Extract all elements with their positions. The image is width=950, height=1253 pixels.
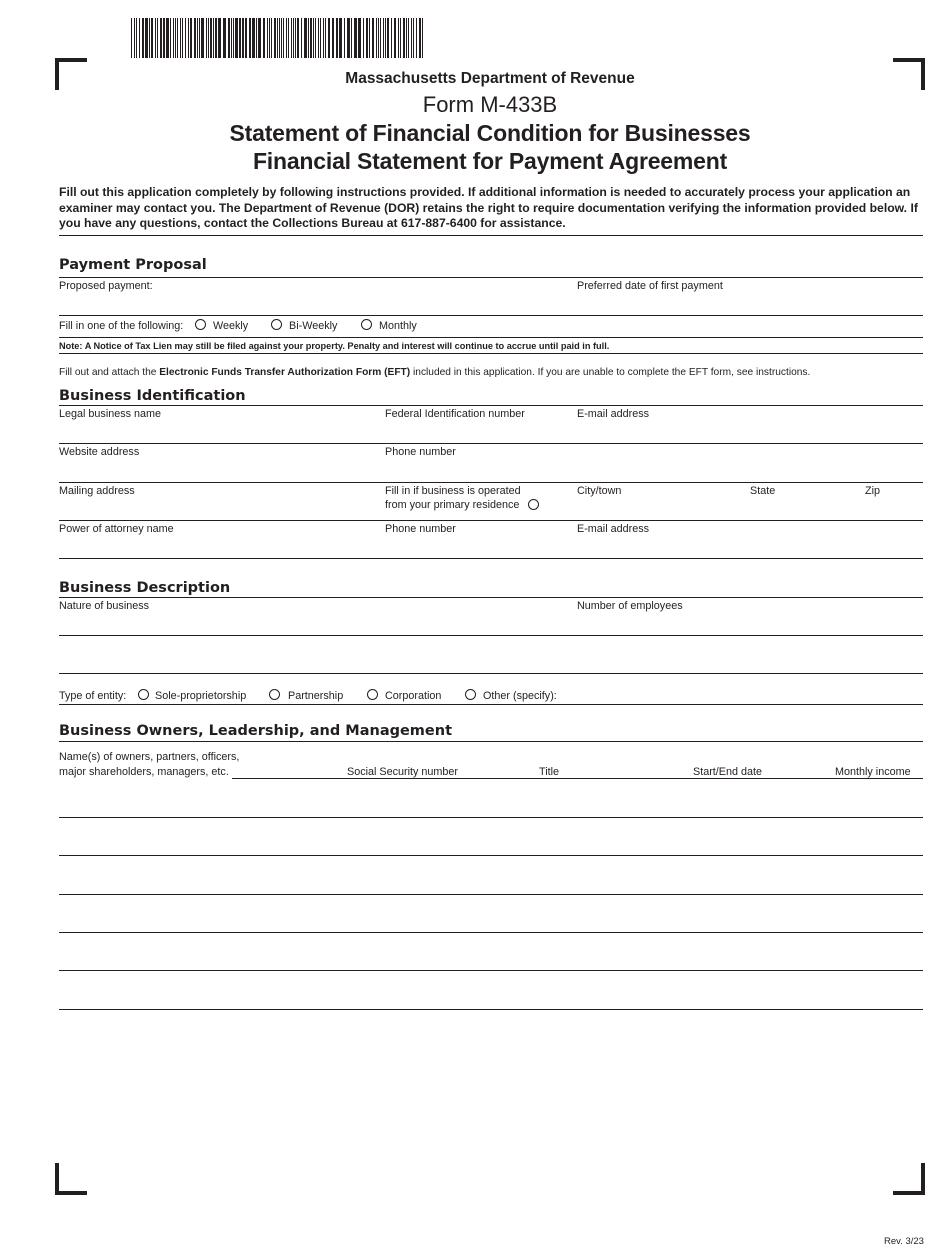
barcode-bar: [351, 18, 352, 58]
barcode-bar: [245, 18, 247, 58]
state-input[interactable]: [750, 498, 859, 520]
barcode-bar: [201, 18, 204, 58]
owners-income-header: Monthly income: [835, 766, 911, 778]
barcode-bar: [332, 18, 334, 58]
barcode-bar: [394, 18, 396, 58]
poa-phone-label: Phone number: [385, 523, 456, 535]
barcode-bar: [131, 18, 132, 58]
barcode-bar: [383, 18, 384, 58]
barcode-bar: [235, 18, 238, 58]
mailing-address-input[interactable]: [59, 498, 383, 520]
section-heading-payment-proposal: Payment Proposal: [59, 257, 207, 273]
barcode-bar: [210, 18, 212, 58]
barcode-bar: [151, 18, 153, 58]
barcode-bar: [231, 18, 232, 58]
barcode-bar: [376, 18, 377, 58]
radio-weekly[interactable]: [195, 319, 206, 330]
barcode-bar: [318, 18, 319, 58]
barcode-bar: [194, 18, 196, 58]
barcode-bar: [263, 18, 265, 58]
barcode-bar: [406, 18, 407, 58]
barcode-bar: [347, 18, 350, 58]
barcode-bar: [398, 18, 399, 58]
barcode-bar: [358, 18, 361, 58]
barcode-bar: [301, 18, 302, 58]
number-of-employees-input[interactable]: [577, 613, 921, 635]
barcode-bar: [413, 18, 414, 58]
section-heading-business-description: Business Description: [59, 580, 231, 596]
payment-frequency-label: Fill in one of the following:: [59, 320, 184, 332]
owner-row-input[interactable]: [59, 904, 923, 930]
number-of-employees-label: Number of employees: [577, 600, 683, 612]
barcode-bar: [258, 18, 261, 58]
barcode-bar: [419, 18, 421, 58]
barcode-bar: [369, 18, 370, 58]
department-name: Massachusetts Department of Revenue: [345, 70, 635, 87]
barcode-bar: [208, 18, 209, 58]
proposed-payment-label: Proposed payment:: [59, 280, 153, 292]
table-row-line: [59, 817, 923, 818]
owner-row-input[interactable]: [59, 827, 923, 853]
barcode-bar: [215, 18, 217, 58]
revision-label: Rev. 3/23: [884, 1236, 924, 1247]
barcode-bar: [325, 18, 326, 58]
barcode-bar: [363, 18, 364, 58]
barcode-bar: [297, 18, 299, 58]
divider: [59, 235, 923, 236]
barcode-bar: [293, 18, 294, 58]
radio-monthly[interactable]: [361, 319, 372, 330]
divider: [59, 482, 923, 483]
residence-label-line2: from your primary residence: [385, 499, 520, 511]
radio-corporation[interactable]: [367, 689, 378, 700]
barcode-bar: [315, 18, 316, 58]
radio-sole-proprietorship[interactable]: [138, 689, 149, 700]
barcode-bar: [281, 18, 282, 58]
barcode-bar: [180, 18, 181, 58]
barcode-bar: [142, 18, 144, 58]
barcode-bar: [422, 18, 423, 58]
poa-email-label: E-mail address: [577, 523, 650, 535]
barcode-bar: [336, 18, 338, 58]
phone-input[interactable]: [385, 459, 919, 481]
divider: [59, 443, 923, 444]
owner-row-input[interactable]: [59, 789, 923, 815]
barcode-bar: [391, 18, 392, 58]
eft-text-pre: Fill out and attach the: [59, 367, 160, 378]
option-monthly-label: Monthly: [379, 320, 417, 332]
phone-label: Phone number: [385, 446, 456, 458]
city-input[interactable]: [577, 498, 746, 520]
barcode-bar: [175, 18, 176, 58]
barcode-bar: [177, 18, 178, 58]
email-input[interactable]: [577, 421, 921, 443]
owner-row-input[interactable]: [59, 981, 923, 1007]
poa-email-input[interactable]: [577, 536, 921, 558]
barcode-bar: [163, 18, 165, 58]
entity-sole-proprietorship-label: Sole-proprietorship: [155, 690, 247, 702]
barcode-bar: [149, 18, 150, 58]
owners-names-header-line2: major shareholders, managers, etc.: [59, 766, 229, 778]
note-text: : A Notice of Tax Lien may still be filed against your property. Penalty and interest will continue to accrue until paid in full.: [79, 341, 610, 351]
entity-other-label: Other (specify):: [483, 690, 557, 702]
barcode-bar: [136, 18, 137, 58]
barcode-bar: [308, 18, 309, 58]
website-label: Website address: [59, 446, 140, 458]
eft-form-name: Electronic Funds Transfer Authorization Form (EFT): [159, 367, 411, 378]
barcode-bar: [190, 18, 192, 58]
barcode-bar: [139, 18, 140, 58]
nature-of-business-continued-input[interactable]: [59, 645, 923, 671]
barcode-bar: [283, 18, 284, 58]
barcode-bar: [157, 18, 158, 58]
poa-name-label: Power of attorney name: [59, 523, 174, 535]
radio-primary-residence[interactable]: [528, 499, 539, 510]
barcode-bar: [310, 18, 312, 58]
divider: [59, 597, 923, 598]
barcode-bar: [239, 18, 241, 58]
entity-corporation-label: Corporation: [385, 690, 442, 702]
divider: [59, 353, 923, 354]
table-row-line: [59, 1009, 923, 1010]
mailing-address-label: Mailing address: [59, 485, 135, 497]
radio-partnership[interactable]: [269, 689, 280, 700]
federal-id-label: Federal Identification number: [385, 408, 525, 420]
table-row-line: [59, 970, 923, 971]
barcode-bar: [160, 18, 162, 58]
radio-other[interactable]: [465, 689, 476, 700]
radio-bi-weekly[interactable]: [271, 319, 282, 330]
owners-ssn-header: Social Security number: [347, 766, 459, 778]
city-label: City/town: [577, 485, 622, 497]
divider: [59, 704, 923, 705]
owner-row-input[interactable]: [59, 866, 923, 892]
barcode-icon: [131, 18, 424, 58]
barcode-bar: [279, 18, 280, 58]
barcode-bar: [286, 18, 287, 58]
barcode-bar: [185, 18, 186, 58]
barcode-bar: [188, 18, 189, 58]
barcode-bar: [218, 18, 221, 58]
barcode-bar: [197, 18, 198, 58]
section-heading-business-owners: Business Owners, Leadership, and Management: [59, 723, 453, 739]
barcode-bar: [182, 18, 183, 58]
divider: [59, 635, 923, 636]
state-label: State: [750, 485, 776, 497]
owners-title-header: Title: [539, 766, 559, 778]
nature-of-business-label: Nature of business: [59, 600, 150, 612]
barcode-bar: [252, 18, 255, 58]
tax-lien-note: [59, 341, 609, 351]
barcode-bar: [170, 18, 171, 58]
legal-business-name-label: Legal business name: [59, 408, 162, 420]
barcode-bar: [213, 18, 214, 58]
barcode-bar: [385, 18, 386, 58]
barcode-bar: [380, 18, 381, 58]
email-label: E-mail address: [577, 408, 650, 420]
poa-phone-input[interactable]: [385, 536, 574, 558]
divider: [59, 337, 923, 338]
proposed-payment-input[interactable]: [160, 290, 564, 314]
table-row-line: [59, 932, 923, 933]
barcode-bar: [366, 18, 368, 58]
federal-id-input[interactable]: [385, 421, 574, 443]
barcode-bar: [372, 18, 374, 58]
form-subtitle: Financial Statement for Payment Agreement: [252, 148, 728, 174]
form-title: Statement of Financial Condition for Businesses: [229, 120, 751, 146]
divider: [59, 405, 923, 406]
barcode-bar: [339, 18, 342, 58]
zip-label: Zip: [865, 485, 880, 497]
barcode-bar: [256, 18, 257, 58]
barcode-bar: [320, 18, 321, 58]
barcode-bar: [323, 18, 324, 58]
eft-text-post: included in this application. If you are unable to complete the EFT form, see instructions.: [410, 367, 811, 378]
divider: [59, 558, 923, 559]
barcode-bar: [249, 18, 251, 58]
divider: [59, 315, 923, 316]
eft-instruction: [59, 367, 810, 378]
barcode-bar: [403, 18, 405, 58]
barcode-bar: [173, 18, 174, 58]
barcode-bar: [206, 18, 207, 58]
divider: [59, 673, 923, 674]
preferred-date-label: Preferred date of first payment: [577, 280, 723, 292]
form-number: Form M-433B: [422, 92, 558, 117]
barcode-bar: [199, 18, 200, 58]
nature-of-business-input[interactable]: [59, 613, 573, 635]
table-row-line: [59, 894, 923, 895]
barcode-bar: [267, 18, 268, 58]
barcode-bar: [274, 18, 276, 58]
residence-label-line1: Fill in if business is operated: [385, 485, 521, 497]
divider: [59, 520, 923, 521]
owners-dates-header: Start/End date: [693, 766, 763, 778]
barcode-bar: [295, 18, 296, 58]
section-heading-business-identification: Business Identification: [59, 388, 246, 404]
barcode-bar: [277, 18, 278, 58]
barcode-bar: [291, 18, 292, 58]
owner-row-input[interactable]: [59, 942, 923, 968]
barcode-bar: [271, 18, 272, 58]
option-bi-weekly-label: Bi-Weekly: [289, 320, 338, 332]
poa-name-input[interactable]: [59, 536, 383, 558]
barcode-bar: [328, 18, 330, 58]
barcode-bar: [408, 18, 409, 58]
intro-instructions: Fill out this application completely by following instructions provided. If additional information is needed to accurately process your application an examiner may contact you. The Department of Revenue (DOR) retains the right to require documentation verifying the information provided below. If you have any questions, contact the Collections Bureau at 617-887-6400 for assistance.: [59, 185, 918, 230]
barcode-bar: [400, 18, 401, 58]
zip-input[interactable]: [865, 498, 924, 520]
barcode-bar: [313, 18, 314, 58]
corner-mark-bottom-right: [893, 1163, 925, 1195]
barcode-bar: [166, 18, 169, 58]
entity-type-label: Type of entity:: [59, 690, 127, 702]
table-row-line: [59, 855, 923, 856]
barcode-bar: [411, 18, 412, 58]
barcode-bar: [387, 18, 389, 58]
barcode-bar: [145, 18, 148, 58]
barcode-bar: [233, 18, 234, 58]
barcode-bar: [134, 18, 135, 58]
barcode-bar: [242, 18, 244, 58]
barcode-bar: [228, 18, 230, 58]
barcode-bar: [378, 18, 379, 58]
barcode-bar: [288, 18, 289, 58]
barcode-bar: [416, 18, 417, 58]
corner-mark-bottom-left: [55, 1163, 87, 1195]
divider: [59, 277, 923, 278]
divider: [59, 741, 923, 742]
entity-partnership-label: Partnership: [288, 690, 344, 702]
barcode-bar: [223, 18, 226, 58]
barcode-bar: [354, 18, 357, 58]
barcode-bar: [344, 18, 345, 58]
divider: [232, 778, 923, 779]
website-input[interactable]: [59, 459, 383, 481]
preferred-date-input[interactable]: [577, 294, 921, 316]
legal-business-name-input[interactable]: [59, 421, 383, 443]
note-label: Note: [59, 341, 80, 351]
entity-other-input[interactable]: [562, 687, 921, 705]
owners-names-header-line1: Name(s) of owners, partners, officers,: [59, 751, 240, 763]
barcode-bar: [304, 18, 307, 58]
barcode-bar: [155, 18, 156, 58]
barcode-bar: [269, 18, 270, 58]
option-weekly-label: Weekly: [213, 320, 249, 332]
